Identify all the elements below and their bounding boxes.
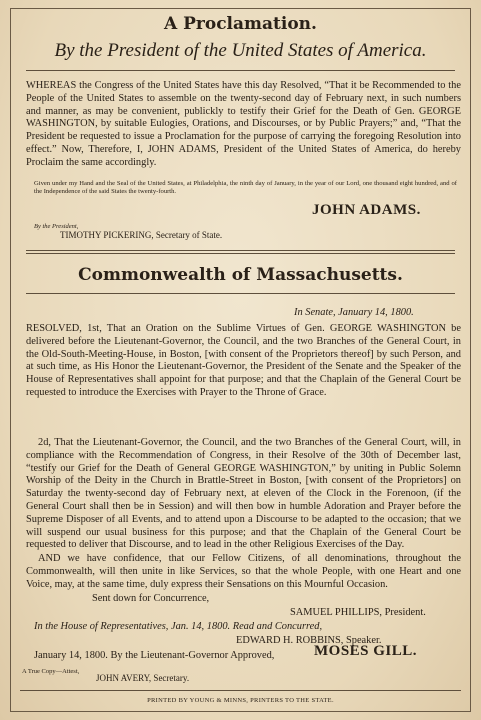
signature-moses-gill: MOSES GILL. xyxy=(314,643,418,659)
commonwealth-heading: Commonwealth of Massachusetts. xyxy=(78,265,403,285)
proclamation-subheading: By the President of the United States of America. xyxy=(54,40,427,61)
senate-date: In Senate, January 14, 1800. xyxy=(294,307,414,318)
divider xyxy=(26,250,455,251)
house-speaker-signature: EDWARD H. ROBBINS, Speaker. xyxy=(236,635,382,646)
divider xyxy=(26,70,455,71)
attest-secretary: JOHN AVERY, Secretary. xyxy=(96,673,190,683)
secretary-of-state: TIMOTHY PICKERING, Secretary of State. xyxy=(60,230,223,240)
signature-john-adams: JOHN ADAMS. xyxy=(312,202,421,218)
divider xyxy=(20,690,461,691)
divider xyxy=(26,293,455,294)
printer-imprint: PRINTED BY YOUNG & MINNS, PRINTERS TO THE STATE. xyxy=(147,697,334,704)
true-copy-label: A True Copy—Attest, xyxy=(22,668,80,675)
house-concurrence-line: In the House of Representatives, Jan. 14, 1800. Read and Concurred, xyxy=(34,621,323,632)
senate-president-signature: SAMUEL PHILLIPS, President. xyxy=(290,607,426,618)
resolved-third: AND we have confidence, that our Fellow Citizens, of all denominations, throughout the Commonwealth, will then unite in like Services, so that the whole People, with one Heart and one Voice, may, at the same time, duly express their Sensations on this Mournful Occasion. xyxy=(26,553,461,590)
divider xyxy=(26,253,455,254)
proclamation-body: WHEREAS the Congress of the United States have this day Resolved, “That it be Recommended to the People of the United States to assemble on the twenty-second day of February next, in such numbers and manner, as may be convenient, publickly to testify their Grief for the Death of Gen. GEORGE WASHINGTON, by suitable Eulogies, Orations, and Discourses, or by Public Prayers;” and, “That the President be requested to issue a Proclamation for the purpose of carrying the foregoing Resolution into effect.” Now, Therefore, I, JOHN ADAMS, President of the United States of America, do hereby Proclaim the same accordingly. xyxy=(26,80,461,168)
proclamation-heading: A Proclamation. xyxy=(164,14,317,34)
sent-down-line: Sent down for Concurrence, xyxy=(92,593,210,604)
by-the-president-label: By the President, xyxy=(34,223,79,230)
approval-line: January 14, 1800. By the Lieutenant-Governor Approved, xyxy=(34,650,275,661)
given-under-note: Given under my Hand and the Seal of the United States, at Philadelphia, the ninth day of January, in the year of our Lord, one thousand eight hundred, and of the Independence of the said States the twenty-fourth. xyxy=(34,180,457,196)
resolved-second: 2d, That the Lieutenant-Governor, the Council, and the two Branches of the General Court, will, in compliance with the Recommendation of Congress, in their Resolve of the 30th of December last, “testify our Grief for the Death of General GEORGE WASHINGTON,” by uniting in Public Solemn Worship of the Deity in the Church in Brattle-Street in Boston, [with consent of the Proprietors] on Saturday the twenty-second day of February next, at eleven of the Clock in the Forenoon, (if the General Court shall then be in Session) and will then bow in humble Adoration and Prayer before the Supreme Disposer of all Events, and to attend upon a Discourse to be adapted to the occasion; that we will suspend our usual business for this purpose; and that the Chaplain of the General Court be requested to deliver that Discourse, and to lead in the other Religious Exercises of the Day. xyxy=(26,437,461,551)
resolved-first: RESOLVED, 1st, That an Oration on the Sublime Virtues of Gen. GEORGE WASHINGTON be delivered before the Lieutenant-Governor, the Council, and the two Branches of the General Court, in the Old-South-Meeting-House, in Boston, [with consent of the Proprietors thereof] by such Person, and at such time, as His Honor the Lieutenant-Governor, the President of the Senate and the Speaker of the House of Representatives shall appoint for that purpose; and that the Chaplain of the General Court be requested to introduce the Exercises with Prayer to the Throne of Grace. xyxy=(26,323,461,398)
